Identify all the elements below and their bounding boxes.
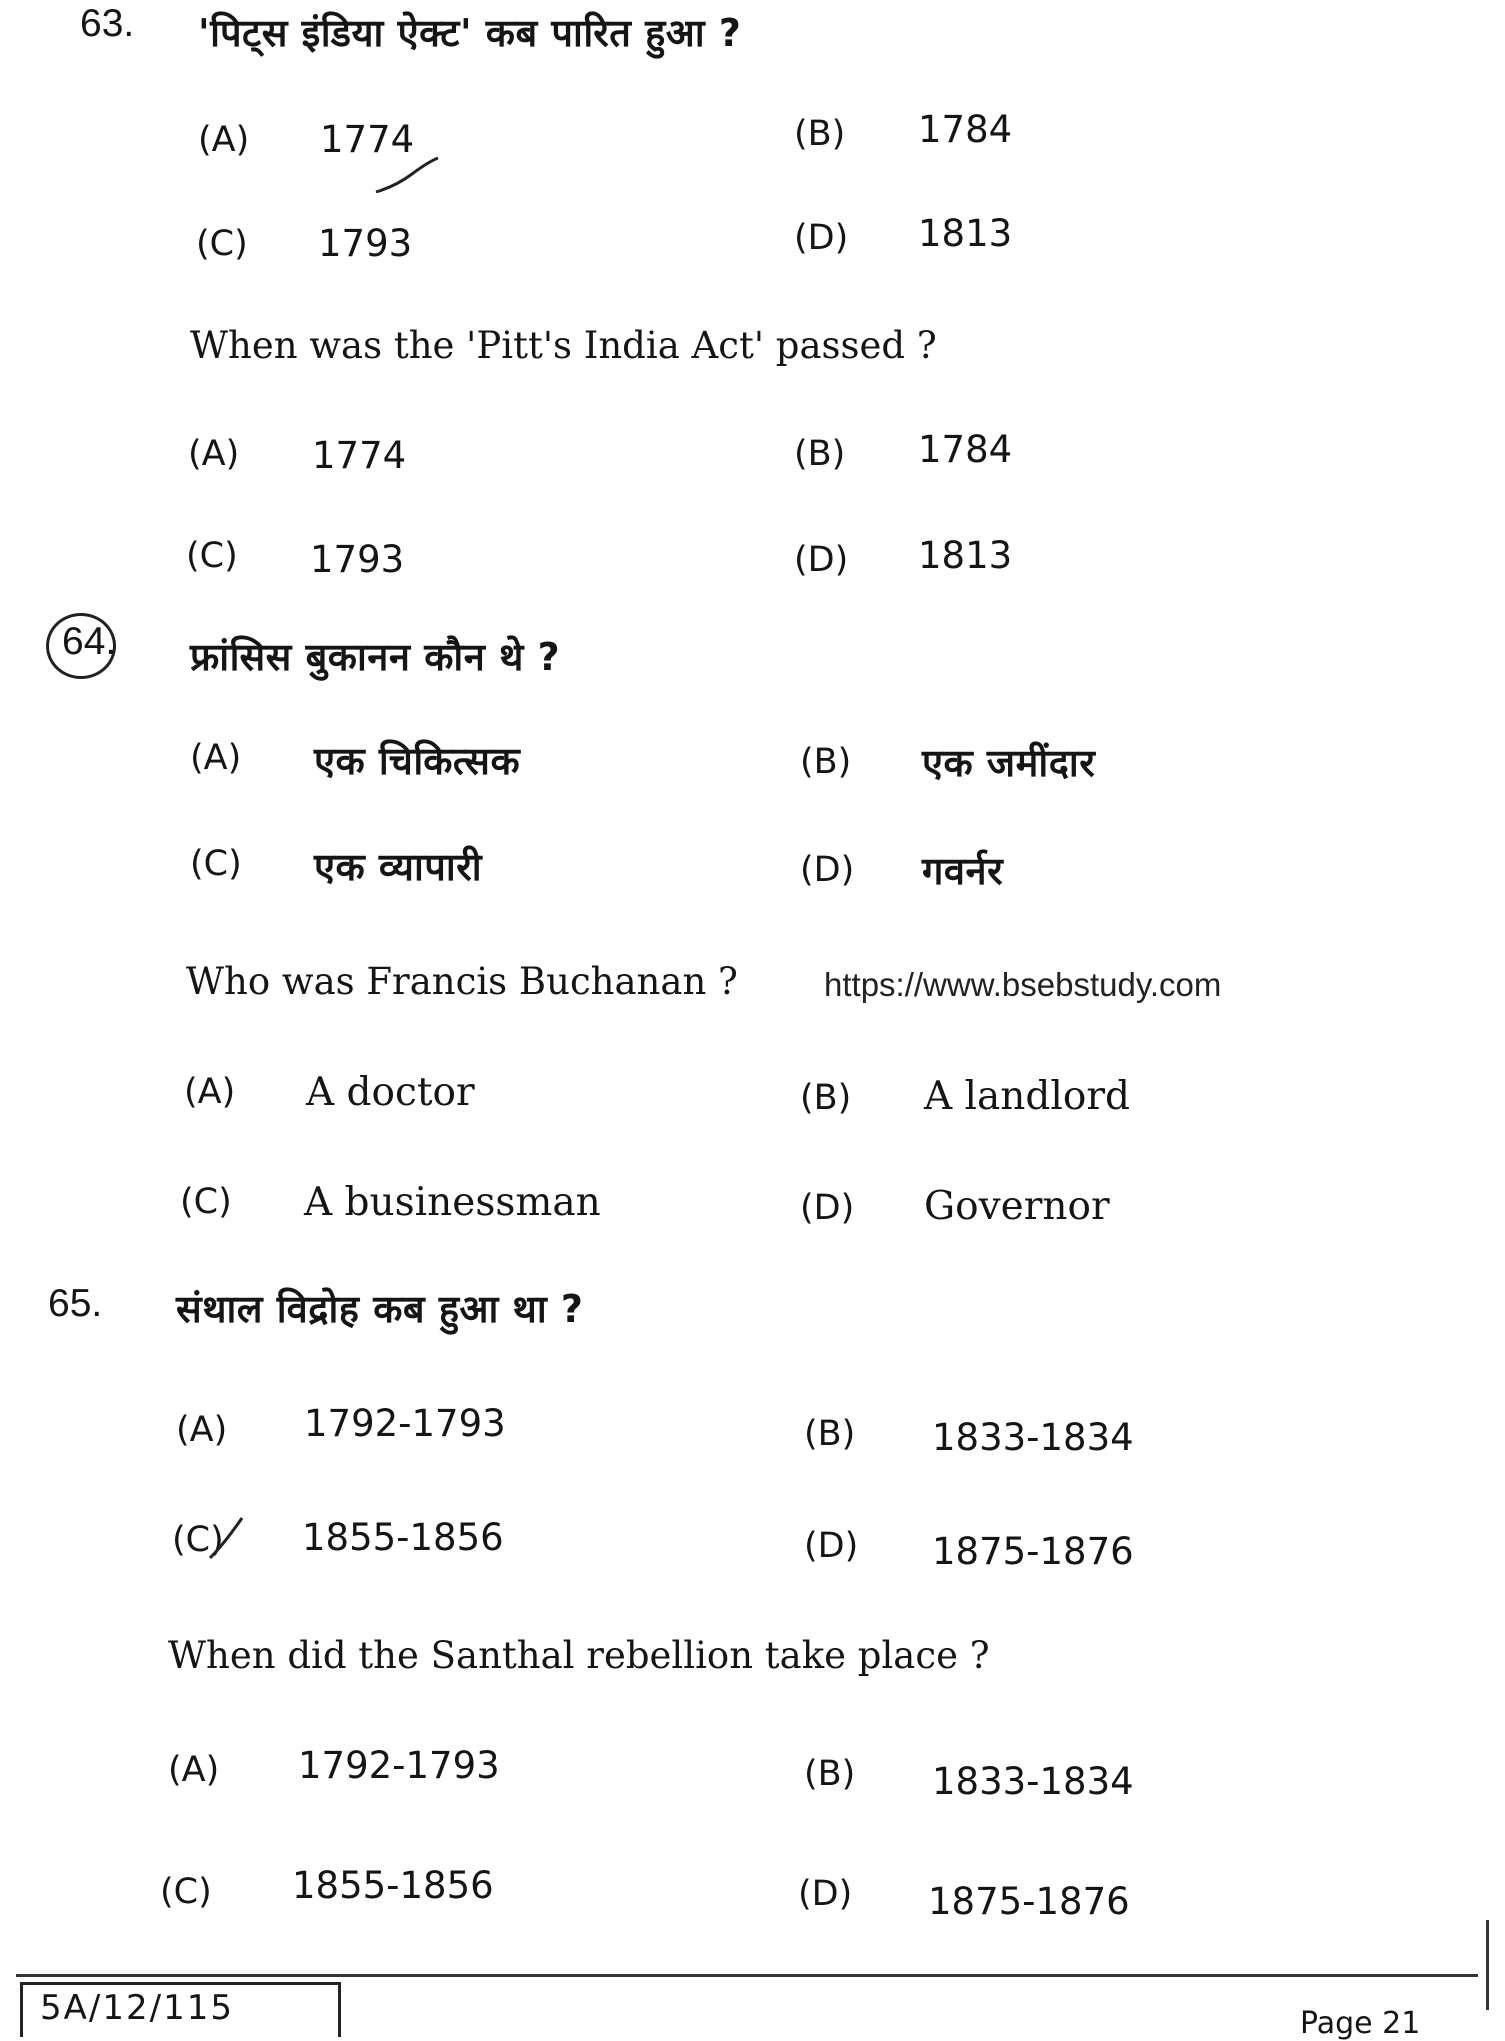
option-label-a: (A): [168, 1750, 220, 1790]
option-value-a: 1774: [312, 434, 407, 477]
option-value-b: 1784: [918, 108, 1013, 151]
option-label-b: (B): [800, 742, 852, 782]
option-value-a: 1774: [320, 118, 415, 161]
page-edge-mark: [1486, 1920, 1489, 2010]
option-value-b: A landlord: [924, 1074, 1130, 1119]
option-label-b: (B): [804, 1754, 856, 1794]
option-label-a: (A): [188, 434, 240, 474]
footer-code: 5A/12/115: [40, 1988, 234, 2028]
option-label-d: (D): [794, 540, 849, 580]
option-value-c: 1793: [310, 538, 405, 581]
option-label-c: (C): [186, 536, 238, 576]
option-label-d: (D): [794, 218, 849, 258]
question-text-hindi: 'पिट्स इंडिया ऐक्ट' कब पारित हुआ ?: [198, 11, 742, 55]
handwritten-tick-mark: [206, 1514, 246, 1564]
option-label-b: (B): [794, 114, 846, 154]
question-number: 64.: [62, 620, 117, 663]
question-text-hindi: फ्रांसिस बुकानन कौन थे ?: [190, 635, 561, 679]
question-text-english: When was the 'Pitt's India Act' passed ?: [190, 324, 937, 367]
option-value-d: 1875-1876: [932, 1530, 1134, 1573]
option-value-a: 1792-1793: [298, 1744, 500, 1787]
option-value-c: 1855-1856: [292, 1864, 494, 1907]
footer-rule: [16, 1974, 1478, 1977]
option-value-a: 1792-1793: [304, 1402, 506, 1445]
option-value-c: 1855-1856: [302, 1516, 504, 1559]
option-label-d: (D): [798, 1874, 853, 1914]
option-label-c: (C): [190, 844, 242, 884]
option-value-c: A businessman: [304, 1180, 601, 1225]
option-label-d: (D): [804, 1526, 859, 1566]
question-text-english: Who was Francis Buchanan ?: [186, 960, 738, 1003]
handwritten-tick-mark: [372, 150, 442, 200]
option-label-c: (C): [196, 224, 248, 264]
option-label-c: (C): [180, 1182, 232, 1222]
option-value-b: 1833-1834: [932, 1416, 1134, 1459]
option-value-d: गवर्नर: [922, 849, 1004, 893]
option-value-c: एक व्यापारी: [314, 845, 483, 889]
option-label-d: (D): [800, 850, 855, 890]
question-text-hindi: संथाल विद्रोह कब हुआ था ?: [176, 1287, 584, 1331]
option-label-c: (C): [160, 1872, 212, 1912]
option-value-d: 1813: [918, 212, 1013, 255]
question-number: 63.: [80, 2, 135, 45]
option-label-a: (A): [190, 738, 242, 778]
option-value-d: 1813: [918, 534, 1013, 577]
option-label-b: (B): [794, 434, 846, 474]
option-value-b: एक जमींदार: [922, 741, 1096, 785]
option-label-a: (A): [176, 1410, 228, 1450]
option-value-c: 1793: [318, 222, 413, 265]
option-label-c: (C): [172, 1520, 224, 1560]
option-label-a: (A): [184, 1072, 236, 1112]
option-label-a: (A): [198, 120, 250, 160]
option-value-b: 1784: [918, 428, 1013, 471]
option-value-a: एक चिकित्सक: [314, 739, 521, 783]
option-value-a: A doctor: [306, 1070, 475, 1115]
watermark-url: https://www.bsebstudy.com: [824, 966, 1222, 1003]
option-value-d: 1875-1876: [928, 1880, 1130, 1923]
page-number: Page 21: [1300, 2006, 1421, 2041]
option-label-b: (B): [800, 1078, 852, 1118]
option-label-b: (B): [804, 1414, 856, 1454]
question-number: 65.: [48, 1282, 103, 1325]
question-text-english: When did the Santhal rebellion take place ?: [168, 1634, 990, 1677]
option-label-d: (D): [800, 1188, 855, 1228]
option-value-b: 1833-1834: [932, 1760, 1134, 1803]
option-value-d: Governor: [924, 1184, 1110, 1229]
